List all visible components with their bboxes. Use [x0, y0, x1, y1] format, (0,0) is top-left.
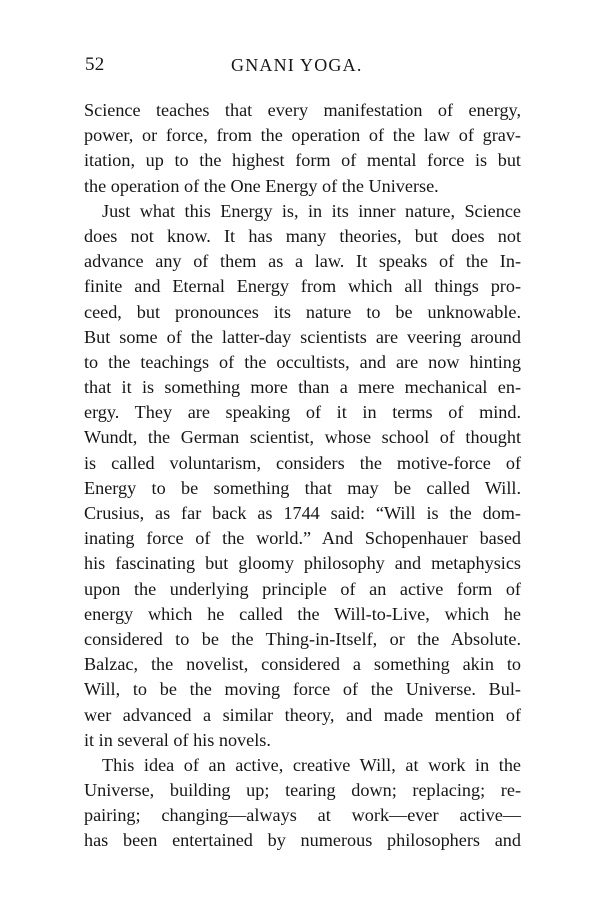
text-line: ergy. They are speaking of it in terms of mind.: [84, 402, 521, 423]
text-line: ceed, but pronounces its nature to be unknowable.: [84, 301, 521, 322]
text-line: that it is something more than a mere mechanical en-: [84, 377, 521, 398]
text-line: advance any of them as a law. It speaks of the In-: [84, 251, 521, 272]
text-line: Science teaches that every manifestation of energy,: [84, 100, 521, 120]
text-line: energy which he called the Will-to-Live, which he: [84, 603, 521, 624]
text-line: Energy to be something that may be called Will.: [84, 477, 521, 498]
page-number: 52: [85, 54, 105, 75]
text-line: the operation of the One Energy of the Universe.: [84, 175, 439, 196]
text-line: his fascinating but gloomy philosophy and metaphysics: [84, 553, 521, 574]
text-line: finite and Eternal Energy from which all things pro-: [84, 276, 521, 297]
running-head: GNANI YOGA.: [231, 55, 363, 75]
text-line: power, or force, from the operation of the law of grav-: [84, 125, 521, 146]
text-line: wer advanced a similar theory, and made mention of: [84, 704, 521, 725]
body-text: [84, 98, 521, 854]
text-line: Crusius, as far back as 1744 said: “Will is the dom-: [84, 503, 521, 523]
text-line: Wundt, the German scientist, whose school of thought: [84, 427, 521, 448]
text-line: pairing; changing—always at work—ever active—: [84, 805, 521, 826]
text-line: Universe, building up; tearing down; replacing; re-: [84, 780, 521, 801]
text-line: Just what this Energy is, in its inner nature, Science: [102, 200, 521, 221]
text-line: it in several of his novels.: [84, 729, 271, 750]
text-line: Will, to be the moving force of the Universe. Bul-: [84, 679, 521, 700]
text-line: This idea of an active, creative Will, at work in the: [102, 754, 521, 775]
text-line: Balzac, the novelist, considered a something akin to: [84, 654, 521, 675]
text-line: But some of the latter-day scientists are veering around: [84, 326, 521, 347]
text-line: inating force of the world.” And Schopenhauer based: [84, 528, 521, 549]
text-line: upon the underlying principle of an active form of: [84, 578, 521, 599]
text-line: has been entertained by numerous philosophers and: [84, 830, 521, 851]
text-line: to the teachings of the occultists, and are now hinting: [84, 351, 521, 372]
text-line: is called voluntarism, considers the motive-force of: [84, 452, 521, 473]
text-line: itation, up to the highest form of mental force is but: [84, 150, 521, 171]
text-line: considered to be the Thing-in-Itself, or the Absolute.: [84, 628, 521, 649]
text-line: does not know. It has many theories, but does not: [84, 225, 521, 246]
